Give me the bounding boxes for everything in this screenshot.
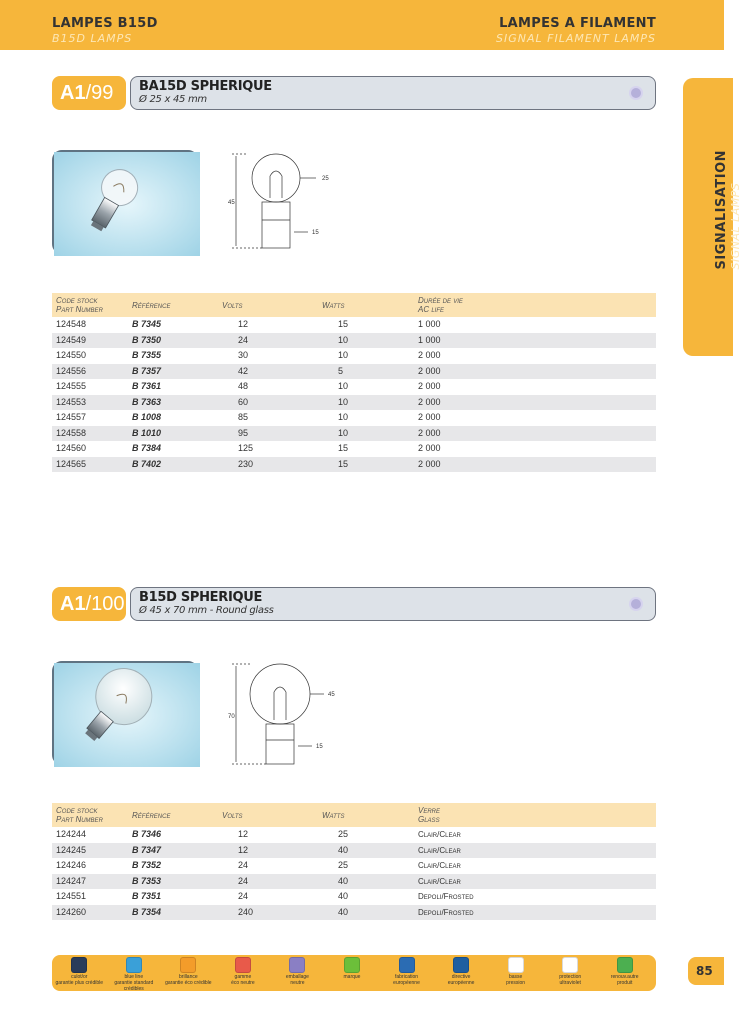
- cell-watts: 40: [318, 843, 414, 859]
- cell-life: 2 000: [418, 350, 441, 360]
- table-row: [52, 333, 656, 349]
- legend-sublabel: européenne: [393, 980, 420, 986]
- cell-watts: 10: [318, 333, 414, 349]
- section-header-a1-100: [52, 587, 656, 621]
- col-life: [414, 293, 656, 317]
- legend-sublabel: garantie standard crédibles: [114, 980, 154, 992]
- cell-reference: B 7363: [128, 395, 218, 411]
- table-row: [52, 317, 656, 333]
- legend-icon: [508, 957, 524, 973]
- legend-icon: [399, 957, 415, 973]
- cell-code: 124555: [56, 381, 87, 391]
- cell-code: 124558: [52, 426, 128, 442]
- col-watts: Watts: [318, 293, 414, 317]
- legend-icon: [180, 957, 196, 973]
- badge-number: /100: [85, 593, 125, 615]
- cell-watts: 40: [318, 905, 414, 921]
- col-code: [52, 293, 128, 317]
- cell-reference: B 1010: [128, 426, 218, 442]
- cell-volts: 12: [218, 843, 318, 859]
- cell-watts: 10: [338, 350, 349, 360]
- table-body: [52, 827, 656, 920]
- cell-watts: 15: [318, 457, 414, 473]
- header-left-subtitle: B15D LAMPS: [52, 32, 133, 45]
- section-title-box: [130, 76, 656, 110]
- cell-volts: 60: [218, 395, 318, 411]
- col-glass-label-en: Glass: [418, 815, 440, 824]
- legend-item: [327, 957, 378, 980]
- col-volts: Volts: [218, 293, 318, 317]
- cell-volts: 42: [218, 364, 318, 380]
- header-right-subtitle: SIGNAL FILAMENT LAMPS: [496, 32, 656, 45]
- footer-legend-bar: [52, 955, 656, 991]
- bulb-icon: [629, 86, 643, 100]
- cell-reference: B 1008: [132, 412, 162, 422]
- bulb-icon: [629, 597, 643, 611]
- cell-code: 124549: [52, 333, 128, 349]
- legend-label: gamme: [234, 974, 252, 980]
- table-row: [52, 364, 656, 380]
- dim-height: 45: [228, 200, 235, 206]
- cell-volts: 85: [238, 412, 249, 422]
- legend-label: fabrication: [394, 974, 419, 980]
- cell-watts: 10: [318, 395, 414, 411]
- legend-sublabel: pression: [506, 980, 526, 986]
- cell-watts: 5: [318, 364, 414, 380]
- lamp-photo-image: [54, 152, 200, 256]
- cell-volts: 24: [218, 874, 318, 890]
- legend-icon: [71, 957, 87, 973]
- legend-label: blue line: [124, 974, 144, 980]
- cell-code: 124244: [56, 829, 87, 839]
- table-row: [52, 395, 656, 411]
- badge-prefix: A1: [60, 82, 86, 104]
- section-subtitle: Ø 45 x 70 mm - Round glass: [139, 605, 274, 616]
- badge-number: /99: [85, 82, 114, 104]
- cell-watts: 10: [338, 412, 349, 422]
- col-code-label-en: Part Number: [56, 815, 103, 824]
- table-row: [52, 426, 656, 442]
- cell-code: 124560: [56, 443, 87, 453]
- legend-label: emballage: [285, 974, 309, 980]
- table-row: [52, 457, 656, 473]
- table-row: [52, 905, 656, 921]
- cell-reference: B 7384: [132, 443, 162, 453]
- table-row: [52, 827, 656, 843]
- cell-reference: B 7352: [132, 860, 162, 870]
- cell-watts: 15: [338, 443, 349, 453]
- cell-glass: Clair/Clear: [414, 874, 656, 890]
- cell-watts: 10: [338, 381, 349, 391]
- col-glass-label: Verre: [418, 806, 441, 815]
- section-header-a1-99: [52, 76, 656, 110]
- cell-life: 2 000: [414, 457, 656, 473]
- cell-reference: B 7357: [128, 364, 218, 380]
- cell-life: 2 000: [414, 395, 656, 411]
- header-right: [496, 16, 656, 45]
- cell-volts: 24: [238, 891, 249, 901]
- dim-base: 15: [316, 744, 323, 750]
- legend-label: culot/or: [71, 974, 88, 980]
- cell-volts: 240: [218, 905, 318, 921]
- cell-watts: 10: [318, 426, 414, 442]
- section-badge: [52, 76, 126, 110]
- lamp-photo: [52, 661, 198, 765]
- side-tab-text: [714, 150, 742, 269]
- cell-watts: 15: [338, 319, 349, 329]
- legend-icon: [617, 957, 633, 973]
- cell-reference: B 7354: [128, 905, 218, 921]
- legend-sublabel: ultraviolet: [559, 980, 581, 986]
- cell-reference: B 7345: [132, 319, 162, 329]
- legend-icon: [289, 957, 305, 973]
- col-glass: [414, 803, 656, 827]
- lamp-photo: [52, 150, 198, 254]
- legend-icon: [344, 957, 360, 973]
- cell-volts: 24: [238, 860, 249, 870]
- cell-code: 124247: [52, 874, 128, 890]
- section-title-box: [130, 587, 656, 621]
- section-title: BA15D SPHERIQUE: [139, 79, 272, 94]
- table-header-row: [52, 293, 656, 317]
- legend-label: brillance: [179, 974, 198, 980]
- legend-sublabel: européenne: [447, 980, 475, 986]
- cell-life: 2 000: [414, 426, 656, 442]
- dim-diameter: 25: [322, 176, 329, 182]
- legend-sublabel: éco neutre: [231, 980, 255, 986]
- cell-volts: 125: [238, 443, 254, 453]
- table-header-row: [52, 803, 656, 827]
- cell-watts: 25: [338, 860, 349, 870]
- col-ref: Référence: [128, 293, 218, 317]
- page-header: [0, 0, 724, 50]
- cell-volts: 12: [238, 829, 249, 839]
- legend-label: directive: [451, 974, 471, 980]
- section-badge: [52, 587, 126, 621]
- legend-label: renouv.autre: [610, 974, 639, 980]
- col-life-label: Durée de vie: [418, 296, 463, 305]
- legend-icon: [562, 957, 578, 973]
- lamp-dimension-drawing: [218, 148, 358, 258]
- cell-life: 2 000: [418, 443, 441, 453]
- cell-volts: 30: [238, 350, 249, 360]
- legend-label: basse: [508, 974, 523, 980]
- cell-reference: B 7346: [132, 829, 162, 839]
- legend-sublabel: produit: [617, 980, 633, 986]
- cell-reference: B 7347: [128, 843, 218, 859]
- table-body: [52, 317, 656, 472]
- table-row: [52, 843, 656, 859]
- legend-item: [218, 957, 269, 986]
- technical-drawing: [218, 148, 358, 263]
- cell-code: 124260: [52, 905, 128, 921]
- header-left-title: LAMPES B15D: [52, 16, 158, 31]
- section-title: B15D SPHERIQUE: [139, 590, 263, 605]
- side-tab-subtitle: SIGNAL LAMPS: [729, 182, 742, 270]
- legend-item: [272, 957, 323, 986]
- legend-icon: [126, 957, 142, 973]
- cell-code: 124550: [56, 350, 87, 360]
- table-row: [52, 441, 656, 457]
- cell-reference: B 7361: [132, 381, 162, 391]
- legend-item: [599, 957, 650, 986]
- dim-height: 70: [228, 714, 235, 720]
- col-volts: Volts: [218, 803, 318, 827]
- dim-diameter: 45: [328, 692, 335, 698]
- cell-glass: Depoli/Frosted: [414, 905, 656, 921]
- spec-table-a1-100: [52, 803, 656, 920]
- cell-reference: B 7350: [128, 333, 218, 349]
- side-tab-title: SIGNALISATION: [714, 150, 729, 270]
- legend-item: [545, 957, 596, 986]
- table-row: [52, 874, 656, 890]
- cell-reference: B 7353: [128, 874, 218, 890]
- legend-sublabel: neutre: [290, 980, 305, 986]
- cell-life: 2 000: [414, 364, 656, 380]
- legend-sublabel: garantie éco crédible: [165, 980, 212, 986]
- table-row: [52, 348, 656, 364]
- legend-icon: [235, 957, 251, 973]
- table-row: [52, 410, 656, 426]
- cell-volts: 48: [238, 381, 249, 391]
- legend-item: [54, 957, 105, 986]
- cell-glass: Clair/Clear: [418, 830, 461, 839]
- cell-code: 124557: [56, 412, 87, 422]
- col-code-label-en: Part Number: [56, 305, 103, 314]
- cell-glass: Clair/Clear: [414, 843, 656, 859]
- legend-item: [381, 957, 432, 986]
- legend-item: [436, 957, 487, 986]
- col-ref: Référence: [128, 803, 218, 827]
- section-subtitle: Ø 25 x 45 mm: [139, 94, 207, 105]
- cell-life: 2 000: [418, 412, 441, 422]
- technical-drawing: [218, 662, 358, 777]
- col-code-label: Code stock: [56, 806, 98, 815]
- header-left: [52, 16, 158, 45]
- cell-reference: B 7355: [132, 350, 162, 360]
- lamp-photo-image: [54, 663, 200, 767]
- cell-reference: B 7402: [128, 457, 218, 473]
- dim-base: 15: [312, 230, 319, 236]
- cell-life: 2 000: [418, 381, 441, 391]
- spec-table-a1-99: [52, 293, 656, 472]
- cell-volts: 95: [218, 426, 318, 442]
- col-life-label-en: AC life: [418, 305, 445, 314]
- cell-watts: 40: [318, 874, 414, 890]
- cell-glass: Depoli/Frosted: [418, 892, 474, 901]
- cell-watts: 25: [338, 829, 349, 839]
- legend-label: marque: [343, 974, 361, 980]
- page-number: 85: [688, 957, 724, 985]
- cell-code: 124553: [52, 395, 128, 411]
- cell-code: 124551: [56, 891, 87, 901]
- lamp-dimension-drawing: [218, 662, 358, 772]
- col-watts: Watts: [318, 803, 414, 827]
- col-code: [52, 803, 128, 827]
- table-row: [52, 889, 656, 905]
- col-code-label: Code stock: [56, 296, 98, 305]
- legend-sublabel: garantie plus crédible: [55, 980, 104, 986]
- badge-prefix: A1: [60, 593, 86, 615]
- cell-volts: 24: [218, 333, 318, 349]
- cell-code: 124548: [56, 319, 87, 329]
- cell-reference: B 7351: [132, 891, 162, 901]
- cell-code: 124565: [52, 457, 128, 473]
- cell-life: 1 000: [418, 319, 441, 329]
- cell-code: 124245: [52, 843, 128, 859]
- header-right-title: LAMPES A FILAMENT: [499, 16, 656, 31]
- cell-life: 1 000: [414, 333, 656, 349]
- cell-volts: 12: [238, 319, 249, 329]
- cell-code: 124556: [52, 364, 128, 380]
- cell-glass: Clair/Clear: [418, 861, 461, 870]
- table-row: [52, 858, 656, 874]
- legend-item: [490, 957, 541, 986]
- table-row: [52, 379, 656, 395]
- legend-label: protection: [559, 974, 582, 980]
- cell-watts: 40: [338, 891, 349, 901]
- legend-item: [163, 957, 214, 986]
- legend-item: [109, 957, 160, 992]
- cell-code: 124246: [56, 860, 87, 870]
- cell-volts: 230: [218, 457, 318, 473]
- legend-icon: [453, 957, 469, 973]
